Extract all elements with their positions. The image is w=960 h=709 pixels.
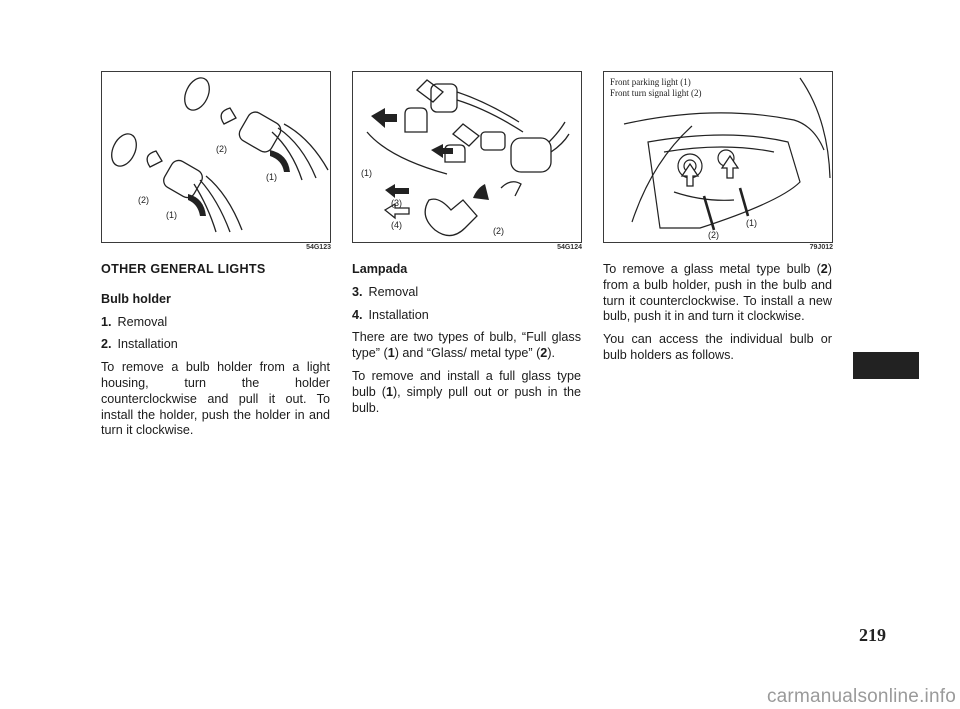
figure2-label-2: (3) — [391, 198, 402, 208]
step-2: 2. Installation — [101, 337, 178, 352]
step-4: 4. Installation — [352, 307, 429, 322]
step-1: 1. Removal — [101, 314, 168, 329]
glass-metal-paragraph: To remove a glass metal type bulb (2) from a bulb holder, push in the bulb and turn it counterclockwise. To install a new bulb, push it in and turn it clockwise. — [603, 262, 832, 324]
figure-bulb-types — [352, 71, 582, 243]
subheading-lampada: Lampada — [352, 262, 408, 276]
caption-turn-signal: Front turn signal light (2) — [610, 88, 702, 98]
figure1-code: 54G123 — [306, 244, 331, 251]
step-3: 3. Removal — [352, 284, 419, 299]
figure1-label-2: (1) — [266, 172, 277, 182]
bulb-types-illustration — [353, 72, 581, 242]
section-tab-marker — [853, 352, 919, 379]
watermark: carmanualsonline.info — [766, 686, 956, 707]
column-3 — [603, 262, 832, 371]
access-paragraph: You can access the individual bulb or bulb holders as follows. — [603, 332, 832, 362]
column-1 — [101, 262, 330, 446]
figure2-label-3: (4) — [391, 220, 402, 230]
bulb-holder-illustration — [102, 72, 330, 242]
caption-parking-light: Front parking light (1) — [610, 77, 691, 87]
bulb-holder-paragraph: To remove a bulb holder from a light housing, turn the holder counterclockwise and pull it out. To install the holder, push the holder in and turn it clockwise. — [101, 360, 330, 438]
page-number: 219 — [859, 625, 886, 645]
figure1-label-1: (2) — [216, 144, 227, 154]
column-2 — [352, 262, 581, 423]
figure3-label-2: (2) — [708, 230, 719, 240]
figure1-label-4: (1) — [166, 210, 177, 220]
bulb-types-paragraph: There are two types of bulb, “Full glass type” (1) and “Glass/ metal type” (2). — [352, 330, 581, 361]
figure2-code: 54G124 — [557, 244, 582, 251]
figure3-code: 79J012 — [809, 244, 833, 251]
figure-front-lights — [603, 71, 833, 243]
section-heading: OTHER GENERAL LIGHTS — [101, 262, 266, 276]
full-glass-paragraph: To remove and install a full glass type bulb (1), simply pull out or push in the bulb. — [352, 368, 581, 415]
figure2-label-4: (2) — [493, 226, 504, 236]
subheading-bulb-holder: Bulb holder — [101, 291, 171, 306]
figure1-label-3: (2) — [138, 195, 149, 205]
figure3-caption — [610, 77, 702, 99]
figure3-label-1: (1) — [746, 218, 757, 228]
figure2-label-1: (1) — [361, 168, 372, 178]
figure-bulb-holder — [101, 71, 331, 243]
